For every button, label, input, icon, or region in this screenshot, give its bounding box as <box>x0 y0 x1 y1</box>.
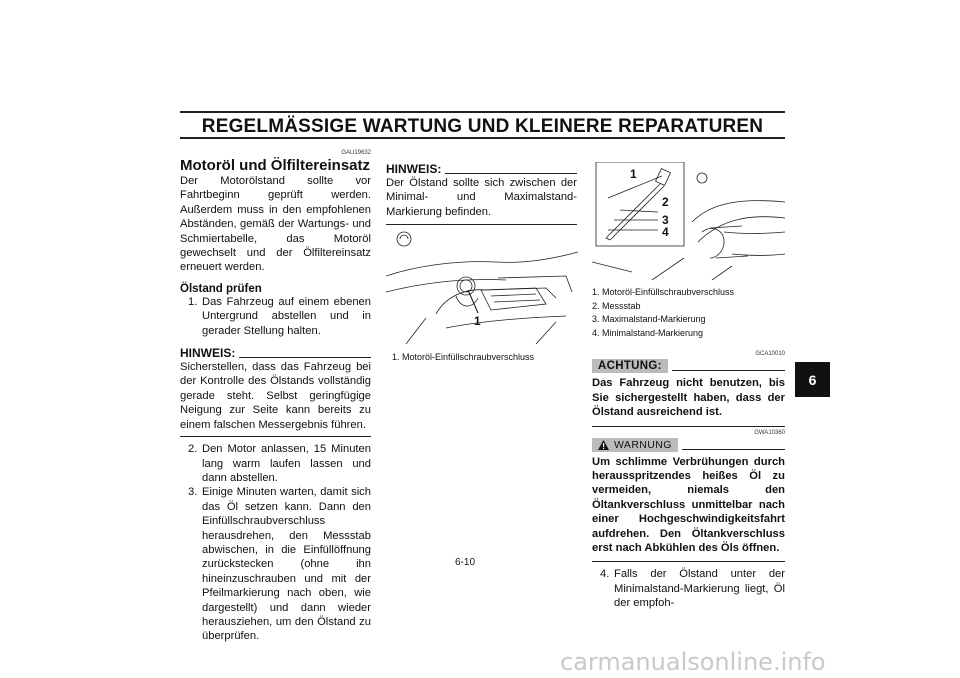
step-number: 1. <box>188 295 198 308</box>
note-label: HINWEIS: <box>386 162 442 176</box>
note-text: Der Ölstand sollte sich zwischen der Minimal- und Maximalstand-Markierung befinden. <box>386 177 577 218</box>
warning-triangle-icon <box>598 440 609 450</box>
step-text: Den Motor anlassen, 15 Minuten lang warm laufen lassen und dann abstellen. <box>202 443 371 484</box>
figure-caption-3: 3. Maximalstand-Markierung <box>592 314 706 325</box>
warning-heading <box>592 438 785 452</box>
chapter-tab: 6 <box>795 362 830 397</box>
step-text: Einige Minuten warten, damit sich das Öl setzen kann. Dann den Einfüllschraubverschluss herausdrehen, den Messstab abwischen, in die Einfüllöffnung zurückstecken (ohne ihn hineinzuschrauben und mit der Pfeilmarkierung nach oben, wie dargestellt) und dann wieder herausziehen, um den Ölstand zu überprüfen. <box>202 486 371 643</box>
figure-callout-4: 4 <box>662 225 669 239</box>
step-4 <box>592 567 785 610</box>
note-heading <box>180 346 371 360</box>
caution-code: GCA10010 <box>755 351 785 358</box>
step-text: Das Fahrzeug auf einem ebenen Untergrund abstellen und in gerader Stellung halten. <box>202 295 371 337</box>
step-3 <box>180 485 371 643</box>
figure-callout-1: 1 <box>630 167 637 181</box>
section-title: Motoröl und Ölfiltereinsatz <box>180 157 370 174</box>
note-heading <box>386 162 577 176</box>
warning-label: WARNUNG <box>614 438 672 451</box>
note-label: HINWEIS: <box>180 346 236 361</box>
step-number: 3. <box>188 486 198 499</box>
intro-paragraph: Der Motorölstand sollte vor Fahrtbeginn geprüft werden. Außerdem muss in den empfohlenen Abständen, gemäß der Wartungs- und Schmiertabelle, das Motoröl gewechselt und der Ölfiltereinsatz erneuert werden. <box>180 175 371 274</box>
step-2 <box>180 442 371 485</box>
note-end-rule <box>180 436 371 437</box>
figure-callout-2: 2 <box>662 195 669 209</box>
left-column <box>180 150 371 644</box>
page-number: 6-10 <box>455 557 476 568</box>
figure-caption-2: 2. Messstab <box>592 300 641 311</box>
figure-callout-3: 3 <box>662 213 669 227</box>
figure-caption-1: 1. Motoröl-Einfüllschraubverschluss <box>592 287 735 297</box>
right-column <box>592 286 785 611</box>
oil-filler-cap-illustration <box>386 218 578 344</box>
middle-column <box>386 162 577 225</box>
warning-text: Um schlimme Verbrühungen durch herausspritzendes heißes Öl zu vermeiden, niemals den Öltankverschluss unmittelbar nach einer Hochgeschwindigkeitsfahrt aufdrehen. Den Öltankverschluss erst nach Abkühlen des Öls öffnen. <box>592 455 785 555</box>
note-heading-rule <box>445 173 577 174</box>
caution-heading <box>592 359 785 373</box>
step-number: 2. <box>188 443 198 456</box>
caution-text: Das Fahrzeug nicht benutzen, bis Sie sichergestellt haben, dass der Ölstand ausreichend ist. <box>592 377 785 419</box>
note-heading-rule <box>239 357 371 358</box>
note-text: Sicherstellen, dass das Fahrzeug bei der Kontrolle des Ölstands vollständig gerade steht. Selbst geringfügige Neigung zur Seite kann bereits zu einem falschen Messergebnis führen. <box>180 361 371 431</box>
subsection-title: Ölstand prüfen <box>180 282 262 295</box>
warning-code: GWA10360 <box>754 429 785 436</box>
header-rule-top <box>180 111 785 113</box>
step-text: Falls der Ölstand unter der Minimalstand-Markierung liegt, Öl der empfoh- <box>614 568 785 610</box>
figure-callout: 1 <box>474 314 481 328</box>
step-1 <box>180 295 371 338</box>
figure-caption: 1. Motoröl-Einfüllschraubverschluss <box>392 352 535 362</box>
header-rule-bottom <box>180 137 785 139</box>
step-number: 4. <box>600 568 610 581</box>
figure-caption-4: 4. Minimalstand-Markierung <box>592 327 704 338</box>
warning-heading-rule <box>682 449 785 450</box>
page-header-title: REGELMÄSSIGE WARTUNG UND KLEINERE REPARATUREN <box>201 116 764 137</box>
warning-badge <box>592 438 678 452</box>
warning-end-rule <box>592 561 785 562</box>
watermark: carmanualsonline.info <box>560 648 826 676</box>
caution-end-rule <box>592 426 785 427</box>
section-code: GAU19632 <box>341 150 371 156</box>
caution-badge: ACHTUNG: <box>592 359 668 373</box>
caution-heading-rule <box>672 370 785 371</box>
dipstick-illustration <box>592 162 785 280</box>
